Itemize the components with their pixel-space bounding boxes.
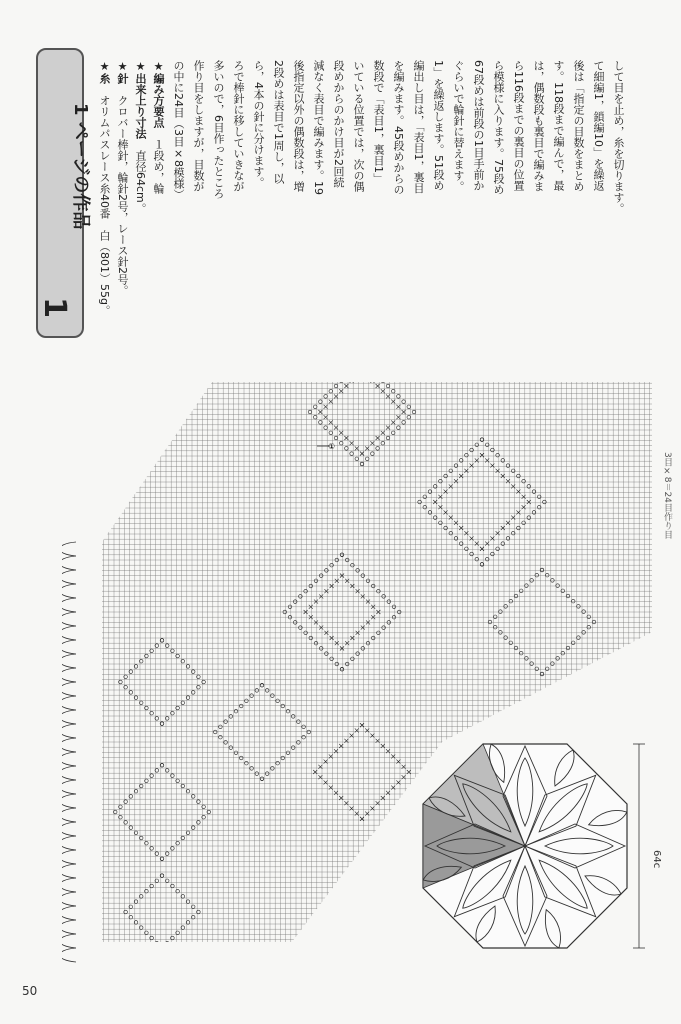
size-line: ★出来上り寸法 直径64cm。 [134,60,147,214]
instruction-line: ぐらいで輪針に替えます。 [452,60,465,192]
instruction-line: 67段めは前段の1目手前か [472,60,485,191]
work-title: 1 ページの作品 [70,103,91,230]
instruction-line: 多いので，6目作ったところ [212,60,225,199]
diameter-label: 64c [651,850,662,869]
instruction-line: ら116段までの裏目の位置 [512,60,525,191]
instruction-line: 数段で「表目1，裏目1」 [372,60,385,184]
instruction-line: 後指定以外の偶数段は，増 [292,60,305,192]
instruction-line: 編出し目は，「表目1，裏目 [412,60,425,194]
yarn-line: ★糸 オリムパスレース糸40番 白（801）55g。 [98,60,111,316]
instruction-line: 作り目をしますが，目数が [192,60,205,192]
instruction-line: いている位置では，次の偶 [352,60,365,192]
instruction-line: す。118段まで編んで，最 [552,60,565,191]
instruction-line: して目を止め，糸を切ります。 [612,60,625,214]
instruction-line: を編みます。45段めからの [392,60,405,195]
instruction-line: 減なく表目で編みます。19 [312,60,325,195]
instruction-line: て細編1，鎖編10」を繰返 [592,60,605,191]
instruction-line: ろで棒針に移していきなが [232,60,245,192]
instruction-line: ら模様に入ります。75段め [492,60,505,195]
instruction-line: の中に24目（3目×8模様） [172,60,185,200]
instruction-line: 1」を繰返します。51段め [432,60,445,191]
instruction-line: 後は「指定の目数をまとめ [572,60,585,192]
page-number: 50 [22,984,38,998]
instruction-line: は，偶数段も裏目で編みま [532,60,545,192]
instruction-line: ら，4本の針に分けます。 [252,60,265,188]
chart-marker: ① [328,442,336,451]
needle-line: ★針 クロバー棒針，輪針2号，レース針2号。 [116,60,129,296]
doily-diagram [395,712,655,977]
instruction-line: 段めからのかけ目が2回続 [332,60,345,188]
instructions-label: ★編み方要点 １段め，輪 [152,60,165,194]
cast-on-caption: 3目×8＝24目作り目 [662,452,672,539]
instruction-line: 2段めは表目で1周し，以 [272,60,285,184]
work-number: 1 [36,297,72,318]
